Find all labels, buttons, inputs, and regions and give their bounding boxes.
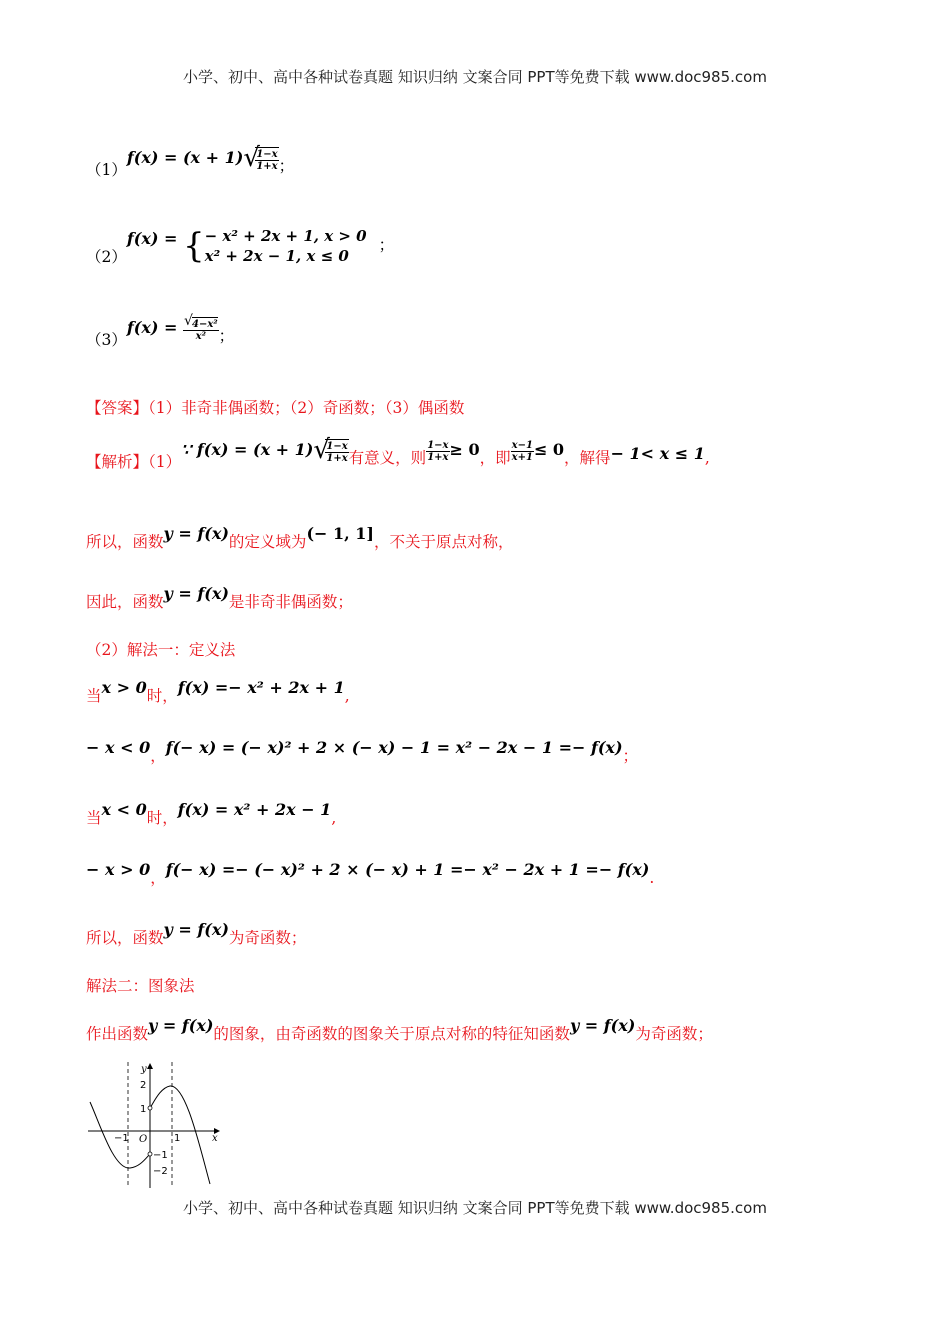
function-graph [86,1058,226,1190]
analysis-line-11: 作出函数y = f(x)的图象，由奇函数的图象关于原点对称的特征知函数y = f(x)为奇函数； [86,1016,713,1043]
label-x: x [212,1133,218,1144]
analysis-line-7: 当x < 0时，f(x) = x² + 2x − 1, [86,800,337,827]
analysis-line-5: 当x > 0时，f(x) =− x² + 2x + 1, [86,678,350,705]
sqrt: √ $\frac{1-x}{1+x}$ [243,142,278,173]
tick-y-neg2: −2 [153,1166,168,1177]
tick-y-1: 1 [140,1104,147,1115]
fraction: $\frac{1-x}{1+x}$ [427,439,449,463]
answer-tag: 【答案】 [86,399,149,417]
problem-3: （3）f(x) = √ 4−x² x² ； [86,312,235,349]
label-origin: O [139,1134,148,1145]
problem-number: （2） [86,248,127,266]
tick-y-2: 2 [140,1080,147,1091]
label-y: y [141,1064,147,1075]
analysis-line-6: − x < 0，f(− x) = (− x)² + 2 × (− x) − 1 = x² − 2x − 1 =− f(x)； [86,738,639,765]
fraction: √ 4−x² x² [183,312,218,342]
point-open [148,1152,152,1156]
problem-number: （1） [86,161,127,179]
problem-1: （1）f(x) = (x + 1) √ $\frac{1-x}{1+x}$ ； [86,142,295,179]
problem-math: f(x) = [126,229,183,248]
problem-math: f(x) = [126,318,183,337]
y-axis-arrow [147,1063,153,1069]
analysis-line-4: （2）解法一：定义法 [86,641,236,659]
point-closed [148,1106,152,1110]
analysis-line-2: 所以，函数y = f(x)的定义域为(− 1, 1]，不关于原点对称， [86,524,514,551]
tick-x-neg1: −1 [114,1133,129,1144]
tick-x-1: 1 [174,1133,181,1144]
page-footer: 小学、初中、高中各种试卷真题 知识归纳 文案合同 PPT等免费下载 www.doc985.com [183,1199,767,1217]
fraction: $\frac{x-1}{x+1}$ [511,439,533,463]
problem-2: （2）f(x) = { − x² + 2x + 1, x > 0 x² + 2x − 1, x ≤ 0 ； [86,226,395,266]
analysis-tag: 【解析】 [86,453,149,471]
fraction: $\frac{1-x}{1+x}$ [256,148,278,172]
sqrt: √ $\frac{1-x}{1+x}$ [313,434,348,465]
answer-line [86,396,464,418]
piecewise: { − x² + 2x + 1, x > 0 x² + 2x − 1, x ≤ 0 [182,226,367,266]
page-header: 小学、初中、高中各种试卷真题 知识归纳 文案合同 PPT等免费下载 www.doc985.com [183,68,767,86]
analysis-line-9: 所以，函数y = f(x)为奇函数； [86,920,307,947]
analysis-line-1: 【解析】（1）∵ f(x) = (x + 1) √ $\frac{1-x}{1+x}$ 有意义，则 $\frac{1-x}{1+x}$ ≥ 0，即 $\frac{x-1}{x+1}$ ≤ 0，解得− 1< x ≤ 1, [86,434,710,471]
answer-text: （1）非奇非偶函数；（2）奇函数；（3）偶函数 [148,399,465,417]
problem-math: f(x) = (x + 1) [126,148,244,167]
analysis-line-8: − x > 0，f(− x) =− (− x)² + 2 × (− x) + 1 =− x² − 2x + 1 =− f(x). [86,860,655,887]
analysis-line-3: 因此，函数y = f(x)是非奇非偶函数； [86,584,353,611]
problem-number: （3） [86,331,127,349]
tick-y-neg1: −1 [153,1150,168,1161]
analysis-line-10: 解法二：图象法 [86,977,195,995]
